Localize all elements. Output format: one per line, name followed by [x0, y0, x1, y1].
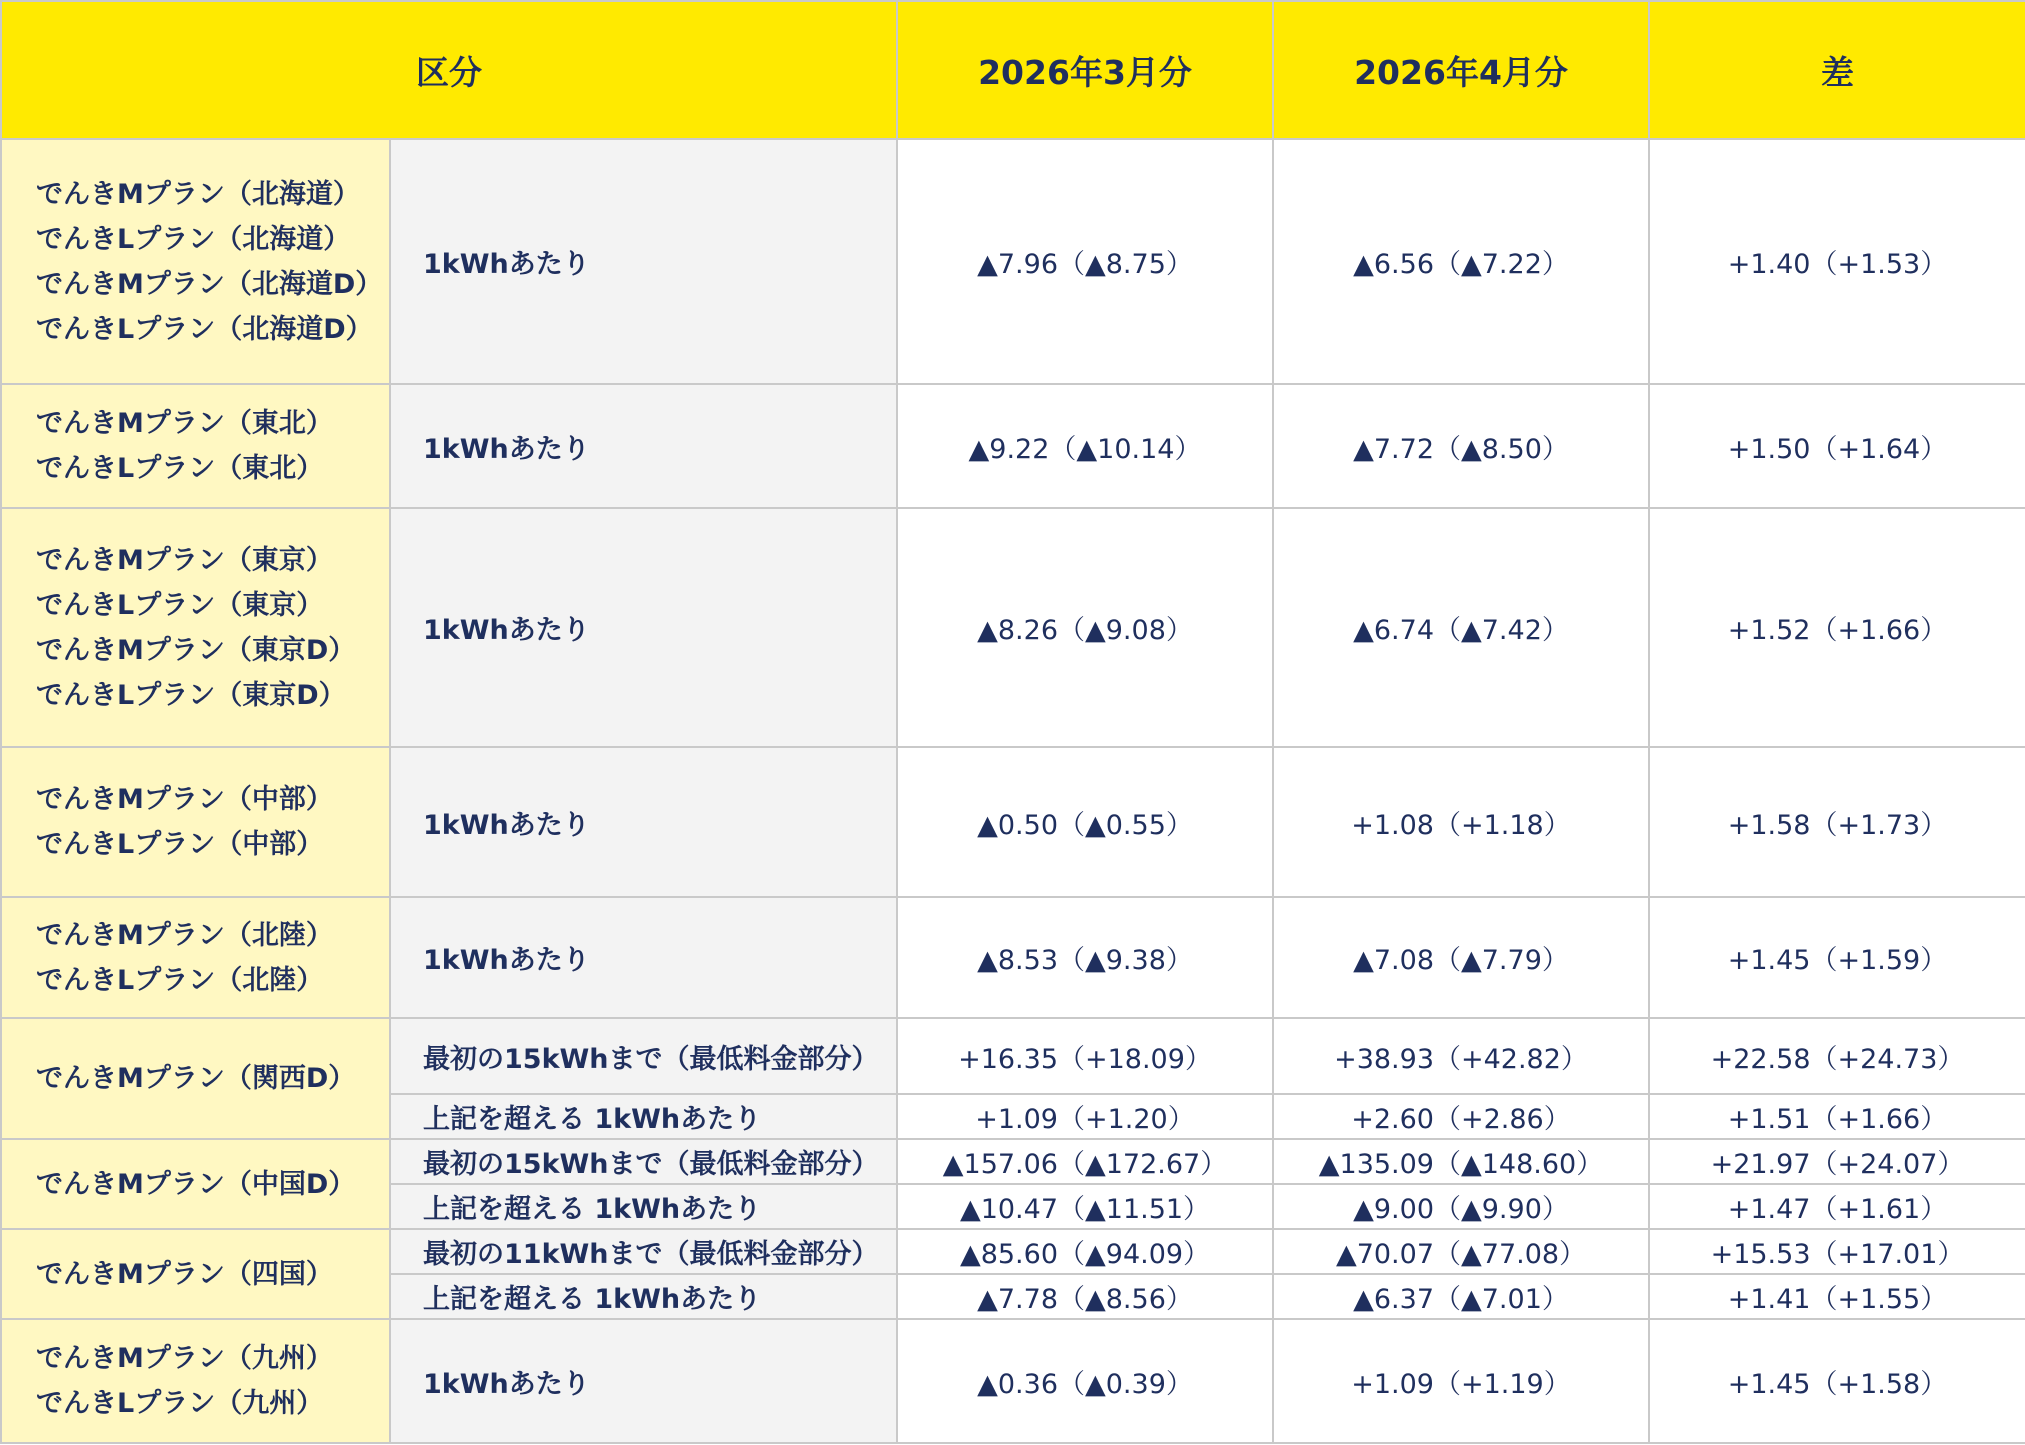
unit-label: 1kWhあたり — [390, 139, 897, 384]
march-value: ▲7.96（▲8.75） — [897, 139, 1273, 384]
diff-value: +1.41（+1.55） — [1649, 1274, 2025, 1319]
april-value: ▲135.09（▲148.60） — [1273, 1139, 1649, 1184]
april-value: ▲6.37（▲7.01） — [1273, 1274, 1649, 1319]
plan-name: でんきLプラン（北海道D） — [36, 313, 373, 345]
table-row — [1, 508, 2025, 747]
diff-value: +15.53（+17.01） — [1649, 1229, 2025, 1274]
diff-value: +1.40（+1.53） — [1649, 139, 2025, 384]
plan-cell — [1, 1319, 390, 1443]
march-value: +16.35（+18.09） — [897, 1018, 1273, 1094]
plan-name: でんきMプラン（北海道） — [36, 178, 360, 210]
march-value: ▲8.26（▲9.08） — [897, 508, 1273, 747]
plan-name: でんきLプラン（東京D） — [36, 679, 346, 711]
plan-name: でんきLプラン（九州） — [36, 1388, 324, 1419]
march-value: ▲157.06（▲172.67） — [897, 1139, 1273, 1184]
diff-value: +1.45（+1.59） — [1649, 897, 2025, 1018]
diff-value: +1.50（+1.64） — [1649, 384, 2025, 508]
plan-name: でんきLプラン（中部） — [36, 829, 324, 860]
april-value: +38.93（+42.82） — [1273, 1018, 1649, 1094]
march-value: ▲0.36（▲0.39） — [897, 1319, 1273, 1443]
march-value: ▲9.22（▲10.14） — [897, 384, 1273, 508]
table-body — [1, 139, 2025, 1443]
table-row — [1, 897, 2025, 1018]
diff-value: +1.52（+1.66） — [1649, 508, 2025, 747]
table-row — [1, 747, 2025, 897]
header-march: 2026年3月分 — [897, 1, 1273, 139]
plan-name: でんきLプラン（北陸） — [36, 964, 324, 996]
diff-value: +22.58（+24.73） — [1649, 1018, 2025, 1094]
march-value: ▲85.60（▲94.09） — [897, 1229, 1273, 1274]
plan-name: でんきMプラン（北陸） — [36, 919, 333, 951]
plan-cell — [1, 139, 390, 384]
plan-name: でんきMプラン（東京D） — [36, 634, 356, 666]
table-row — [1, 1018, 2025, 1094]
plan-name: でんきLプラン（東北） — [36, 453, 324, 484]
table-row — [1, 1139, 2025, 1184]
march-value: ▲10.47（▲11.51） — [897, 1184, 1273, 1229]
unit-label: 最初の15kWhまで（最低料金部分） — [390, 1018, 897, 1094]
unit-label: 1kWhあたり — [390, 384, 897, 508]
table-row — [1, 1319, 2025, 1443]
unit-label: 1kWhあたり — [390, 1319, 897, 1443]
april-value: +1.08（+1.18） — [1273, 747, 1649, 897]
header-april: 2026年4月分 — [1273, 1, 1649, 139]
plan-name: でんきLプラン（北海道） — [36, 223, 351, 255]
header-diff: 差 — [1649, 1, 2025, 139]
april-value: +1.09（+1.19） — [1273, 1319, 1649, 1443]
unit-label: 最初の11kWhまで（最低料金部分） — [390, 1229, 897, 1274]
header-category: 区分 — [1, 1, 897, 139]
diff-value: +21.97（+24.07） — [1649, 1139, 2025, 1184]
unit-label: 1kWhあたり — [390, 897, 897, 1018]
plan-cell — [1, 1139, 390, 1229]
header-row — [1, 1, 2025, 139]
april-value: ▲70.07（▲77.08） — [1273, 1229, 1649, 1274]
april-value: ▲6.74（▲7.42） — [1273, 508, 1649, 747]
plan-name: でんきLプラン（東京） — [36, 589, 324, 621]
diff-value: +1.58（+1.73） — [1649, 747, 2025, 897]
unit-label: 上記を超える 1kWhあたり — [390, 1274, 897, 1319]
diff-value: +1.45（+1.58） — [1649, 1319, 2025, 1443]
plan-name: でんきMプラン（関西D） — [36, 1063, 356, 1094]
plan-name: でんきMプラン（九州） — [36, 1343, 333, 1374]
diff-value: +1.47（+1.61） — [1649, 1184, 2025, 1229]
march-value: ▲0.50（▲0.55） — [897, 747, 1273, 897]
plan-cell — [1, 1229, 390, 1319]
plan-name: でんきMプラン（東北） — [36, 408, 333, 439]
april-value: ▲7.72（▲8.50） — [1273, 384, 1649, 508]
april-value: ▲7.08（▲7.79） — [1273, 897, 1649, 1018]
unit-label: 上記を超える 1kWhあたり — [390, 1184, 897, 1229]
unit-label: 1kWhあたり — [390, 747, 897, 897]
march-value: ▲8.53（▲9.38） — [897, 897, 1273, 1018]
diff-value: +1.51（+1.66） — [1649, 1094, 2025, 1139]
plan-name: でんきMプラン（中国D） — [36, 1168, 356, 1200]
plan-cell — [1, 508, 390, 747]
plan-name: でんきMプラン（北海道D） — [36, 268, 383, 300]
march-value: +1.09（+1.20） — [897, 1094, 1273, 1139]
table-row — [1, 139, 2025, 384]
plan-name: でんきMプラン（東京） — [36, 544, 333, 576]
plan-cell — [1, 384, 390, 508]
plan-name: でんきMプラン（中部） — [36, 784, 333, 815]
table-row — [1, 384, 2025, 508]
march-value: ▲7.78（▲8.56） — [897, 1274, 1273, 1319]
plan-name: でんきMプラン（四国） — [36, 1258, 333, 1290]
unit-label: 上記を超える 1kWhあたり — [390, 1094, 897, 1139]
april-value: +2.60（+2.86） — [1273, 1094, 1649, 1139]
plan-cell — [1, 1018, 390, 1139]
table-row — [1, 1229, 2025, 1274]
april-value: ▲6.56（▲7.22） — [1273, 139, 1649, 384]
unit-label: 1kWhあたり — [390, 508, 897, 747]
unit-label: 最初の15kWhまで（最低料金部分） — [390, 1139, 897, 1184]
plan-cell — [1, 897, 390, 1018]
april-value: ▲9.00（▲9.90） — [1273, 1184, 1649, 1229]
plan-cell — [1, 747, 390, 897]
